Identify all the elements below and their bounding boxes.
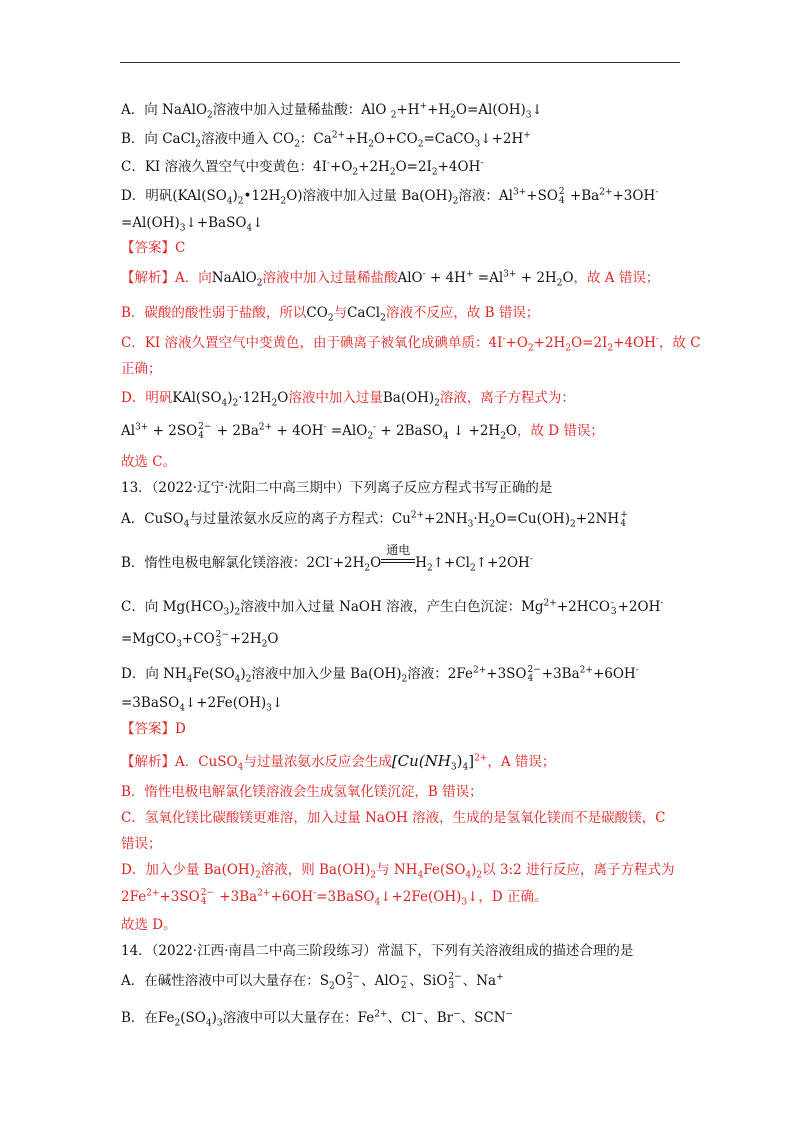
q13-analysis-c: C．氢氧化镁比碳酸镁更难溶，加入过量 NaOH 溶液，生成的是氢氧化镁而不是碳酸镁，C bbox=[121, 810, 666, 826]
q12-option-d-cont: $=Al(OH)_3↓+BaSO_4↓$ bbox=[121, 215, 264, 234]
q12-option-b: B．向 CaCl$_2$溶液中通入 $CO_2$：$Ca^{2+}+H_2O+CO_2=CaCO_3↓+2H^+$ bbox=[121, 130, 531, 150]
q12-analysis-c: C．KI 溶液久置空气中变黄色，由于碘离子被氧化成碘单质：$4I^-+O_2+2H_2O=2I_2+4OH^-$，故 C bbox=[121, 334, 701, 354]
electrolysis-condition: 通电 bbox=[381, 553, 415, 573]
q13-option-c: C．向 $Mg(HCO_3)_2$溶液中加入过量 NaOH 溶液，产生白色沉淀：$Mg^{2+}+2HCO$ - 3 +2OH- bbox=[121, 597, 664, 618]
q13-option-d: D．向 $NH_4Fe(SO_4)_2$溶液中加入少量 $Ba(OH)_2$溶液：$2Fe^{2+}+3SO$ 2− 4 $+3Ba^{2+}+6OH^-$ bbox=[121, 664, 639, 685]
q14-stem: 14．（2022·江西·南昌二中高三阶段练习）常温下，下列有关溶液组成的描述合理的是 bbox=[121, 943, 634, 959]
q13-analysis-d: D．加入少量 $Ba(OH)_2$溶液，则 $Ba(OH)_2$与 $NH_4Fe(SO_4)_2$以 3:2 进行反应，离子方程式为 bbox=[121, 862, 675, 881]
q12-option-a: A．向 NaAlO$_2$溶液中加入过量稀盐酸：AlO $_2+H^++H_2O=Al(OH)_3↓$ bbox=[121, 101, 543, 121]
q13-conclusion: 故选 D。 bbox=[121, 917, 177, 933]
q12-analysis-c-cont: 正确； bbox=[121, 361, 162, 377]
q13-answer: 【答案】D bbox=[121, 721, 186, 737]
q12-analysis-a: 【解析】A．向NaAlO$_2$溶液中加入过量稀盐酸$AlO^- + 4H^+ =Al^{3+} + 2H_2O$，故 A 错误； bbox=[121, 269, 660, 289]
q13-option-c-cont: =MgCO$_3$+CO 2− 3 $+2H_2O$ bbox=[121, 629, 279, 650]
q12-option-d: D．明矾$(KAl(SO_4)_2•12H_2O)$溶液中加入过量 $Ba(OH)_2$溶液：$Al^{3+}+SO$ 2 4 $+Ba^{2+}+3OH^-$ bbox=[121, 186, 659, 207]
q12-option-c: C．KI 溶液久置空气中变黄色：$4I^-+O_2+2H_2O=2I_2+4OH^-$ bbox=[121, 158, 484, 178]
q13-option-b: B．惰性电极电解氯化镁溶液：$2Cl^-+2H_2O$ 通电 $H_2↑+Cl_2↑+2OH^-$ bbox=[121, 543, 533, 574]
q12-answer: 【答案】C bbox=[121, 240, 186, 256]
q13-analysis-a: 【解析】A．CuSO$_4$与过量浓氨水反应会生成$[Cu(NH_3)_4]^{2+}$，A 错误； bbox=[121, 752, 556, 773]
q13-analysis-d-equation: $2Fe^{2+}+3SO$ 2− 4 $+3Ba^{2+}+6OH^-=3BaSO_4↓+2Fe(OH)_3↓$，D 正确。 bbox=[121, 887, 548, 908]
q12-conclusion: 故选 C。 bbox=[121, 454, 177, 470]
q13-option-a: A．CuSO$_4$与过量浓氨水反应的离子方程式：$Cu^{2+}+2NH_3\cdot H_2O=Cu(OH)_2+2NH$ + 4 bbox=[121, 509, 628, 530]
q13-analysis-b: B．惰性电极电解氯化镁溶液会生成氢氧化镁沉淀，B 错误； bbox=[121, 784, 483, 800]
q13-analysis-c-cont: 错误； bbox=[121, 836, 162, 852]
q13-option-d-cont: $=3BaSO_4↓+2Fe(OH)_3↓$ bbox=[121, 695, 284, 714]
q14-option-a: A．在碱性溶液中可以大量存在：$S_2O$ 2− 3 、AlO − 2 、SiO 2− 3 、Na+ bbox=[121, 971, 504, 992]
q12-analysis-d-equation: $Al^{3+} + 2SO$ 2− 4 + $2Ba^{2+} + 4OH^- =AlO_2^-$ + 2BaSO$_4$ ↓ $+2H_2O$，故 D 错误； bbox=[121, 421, 604, 442]
header-rule bbox=[120, 62, 680, 63]
q14-option-b: B．在$Fe_2(SO_4)_3$溶液中可以大量存在：$Fe^{2+}$、Cl−、Br−、SCN− bbox=[121, 1009, 514, 1029]
q13-stem: 13．（2022·辽宁·沈阳二中高三期中）下列离子反应方程式书写正确的是 bbox=[121, 480, 553, 496]
q12-analysis-b: B．碳酸的酸性弱于盐酸，所以$CO_2$与CaCl$_2$溶液不反应，故 B 错误； bbox=[121, 305, 540, 324]
q12-analysis-d: D．明矾$KAl(SO_4)_2\cdot 12H_2O$溶液中加入过量$Ba(OH)_2$溶液，离子方程式为： bbox=[121, 390, 575, 409]
